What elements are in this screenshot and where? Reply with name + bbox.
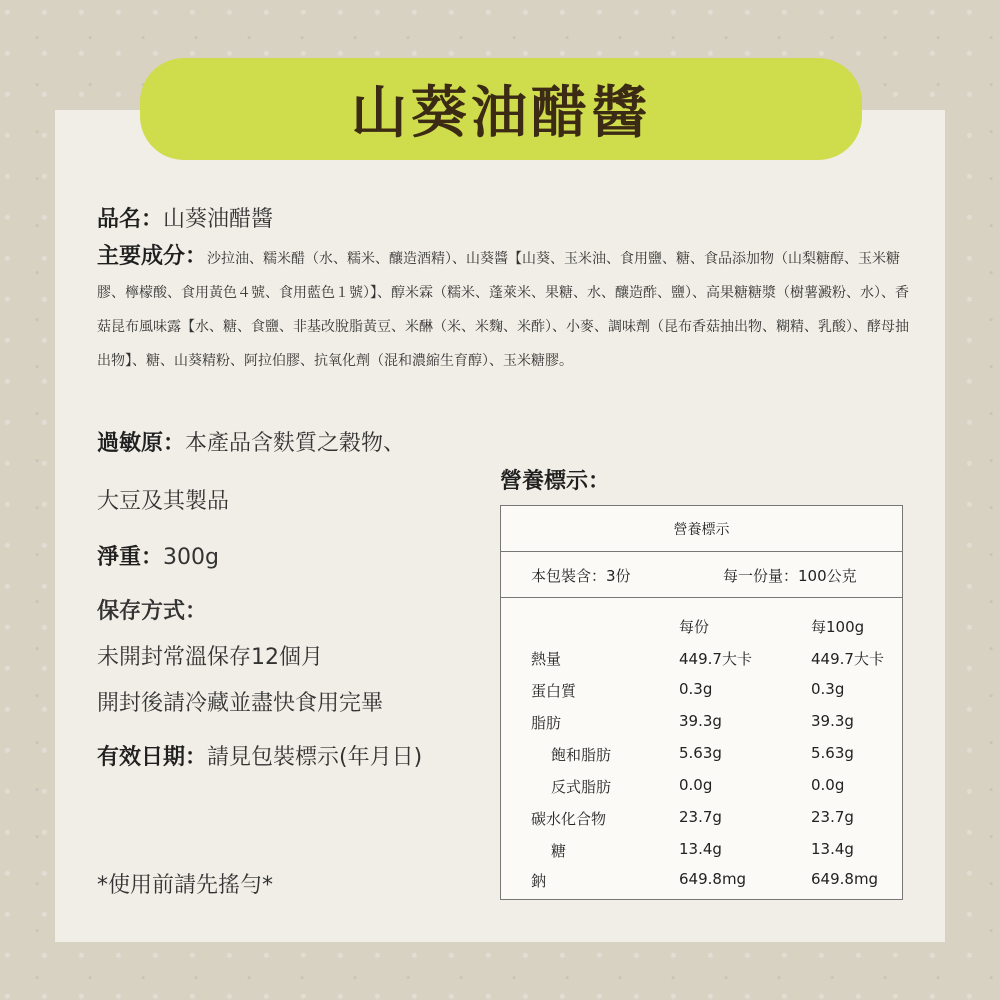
net-weight-value: 300g	[163, 545, 219, 570]
nutrient-per-100g: 449.7大卡	[811, 650, 884, 668]
nutrient-per-100g: 5.63g	[811, 744, 854, 762]
product-name-value: 山葵油醋醬	[163, 207, 274, 232]
nutrient-name: 碳水化合物	[531, 810, 607, 828]
table-row	[501, 648, 902, 678]
serving-size: 每一份量：100公克	[723, 567, 857, 585]
table-row	[501, 808, 902, 838]
nutrient-per-100g: 39.3g	[811, 712, 854, 730]
product-name-label: 品名：	[97, 207, 164, 232]
col-per-serving: 每份	[679, 618, 710, 636]
table-row	[501, 744, 902, 774]
storage-line2: 開封後請冷藏並盡快食用完畢	[97, 691, 384, 716]
allergen-line2: 大豆及其製品	[97, 489, 230, 514]
table-row	[501, 680, 902, 710]
net-weight-line	[97, 540, 219, 571]
storage-label: 保存方式：	[97, 599, 208, 624]
page-title: 山葵油醋醬	[351, 80, 651, 146]
nutrient-per-serving: 649.8mg	[679, 870, 747, 888]
nutrient-name: 熱量	[531, 650, 562, 668]
table-row	[501, 840, 902, 870]
ingredients-block	[97, 240, 912, 378]
nutrient-per-serving: 0.0g	[679, 776, 713, 794]
nutrient-per-100g: 23.7g	[811, 808, 854, 826]
nutrient-name: 糖	[551, 842, 567, 860]
allergen-label: 過敏原：	[97, 431, 186, 456]
nutrient-per-serving: 449.7大卡	[679, 650, 752, 668]
table-row	[501, 776, 902, 806]
nutrient-per-serving: 23.7g	[679, 808, 722, 826]
net-weight-label: 淨重：	[97, 545, 164, 570]
nutrient-per-100g: 0.3g	[811, 680, 845, 698]
nutrient-per-100g: 0.0g	[811, 776, 845, 794]
nutrient-name: 反式脂肪	[551, 778, 612, 796]
nutrition-heading: 營養標示：	[500, 469, 611, 494]
expiry-label: 有效日期：	[97, 745, 208, 770]
nutrient-name: 飽和脂肪	[551, 746, 612, 764]
allergen-line1: 本產品含麩質之穀物、	[185, 431, 406, 456]
nutrient-name: 脂肪	[531, 714, 562, 732]
expiry-line	[97, 740, 422, 771]
nutrient-per-100g: 649.8mg	[811, 870, 879, 888]
table-row	[501, 870, 902, 900]
table-row	[501, 712, 902, 742]
nutrient-per-serving: 39.3g	[679, 712, 722, 730]
nutrition-table-title: 營養標示	[501, 506, 902, 552]
title-banner	[140, 58, 862, 160]
nutrition-table	[500, 505, 903, 900]
product-name-line	[97, 202, 273, 233]
nutrient-per-serving: 13.4g	[679, 840, 722, 858]
nutrient-per-100g: 13.4g	[811, 840, 854, 858]
allergen-line	[97, 426, 405, 457]
nutrient-per-serving: 0.3g	[679, 680, 713, 698]
servings-per-package: 本包裝含：3份	[531, 567, 631, 585]
nutrient-per-serving: 5.63g	[679, 744, 722, 762]
nutrient-name: 蛋白質	[531, 682, 577, 700]
ingredients-value: 沙拉油、糯米醋（水、糯米、釀造酒精）、山葵醬【山葵、玉米油、食用鹽、糖、食品添加物（山梨糖醇、玉米糖膠、檸檬酸、食用黃色４號、食用藍色１號）】、醇米霖（糯米、蓬萊米、果糖、水、釀造酢、鹽）、高果糖糖漿（樹薯澱粉、水）、香菇昆布風味露【水、糖、食鹽、非基改脫脂黃豆、米醂（米、米麴、米酢）、小麥、調味劑（昆布香菇抽出物、糊精、乳酸）、酵母抽出物】、糖、山葵精粉、阿拉伯膠、抗氧化劑（混和濃縮生育醇）、玉米糖膠。	[97, 251, 909, 369]
ingredients-label: 主要成分：	[97, 244, 208, 269]
storage-line1: 未開封常溫保存12個月	[97, 645, 323, 670]
expiry-value: 請見包裝標示(年月日)	[207, 745, 423, 770]
nutrition-meta-row	[501, 551, 902, 598]
col-per-100g: 每100g	[811, 618, 865, 636]
usage-note: *使用前請先搖勻*	[97, 873, 274, 898]
nutrient-name: 鈉	[531, 872, 547, 890]
